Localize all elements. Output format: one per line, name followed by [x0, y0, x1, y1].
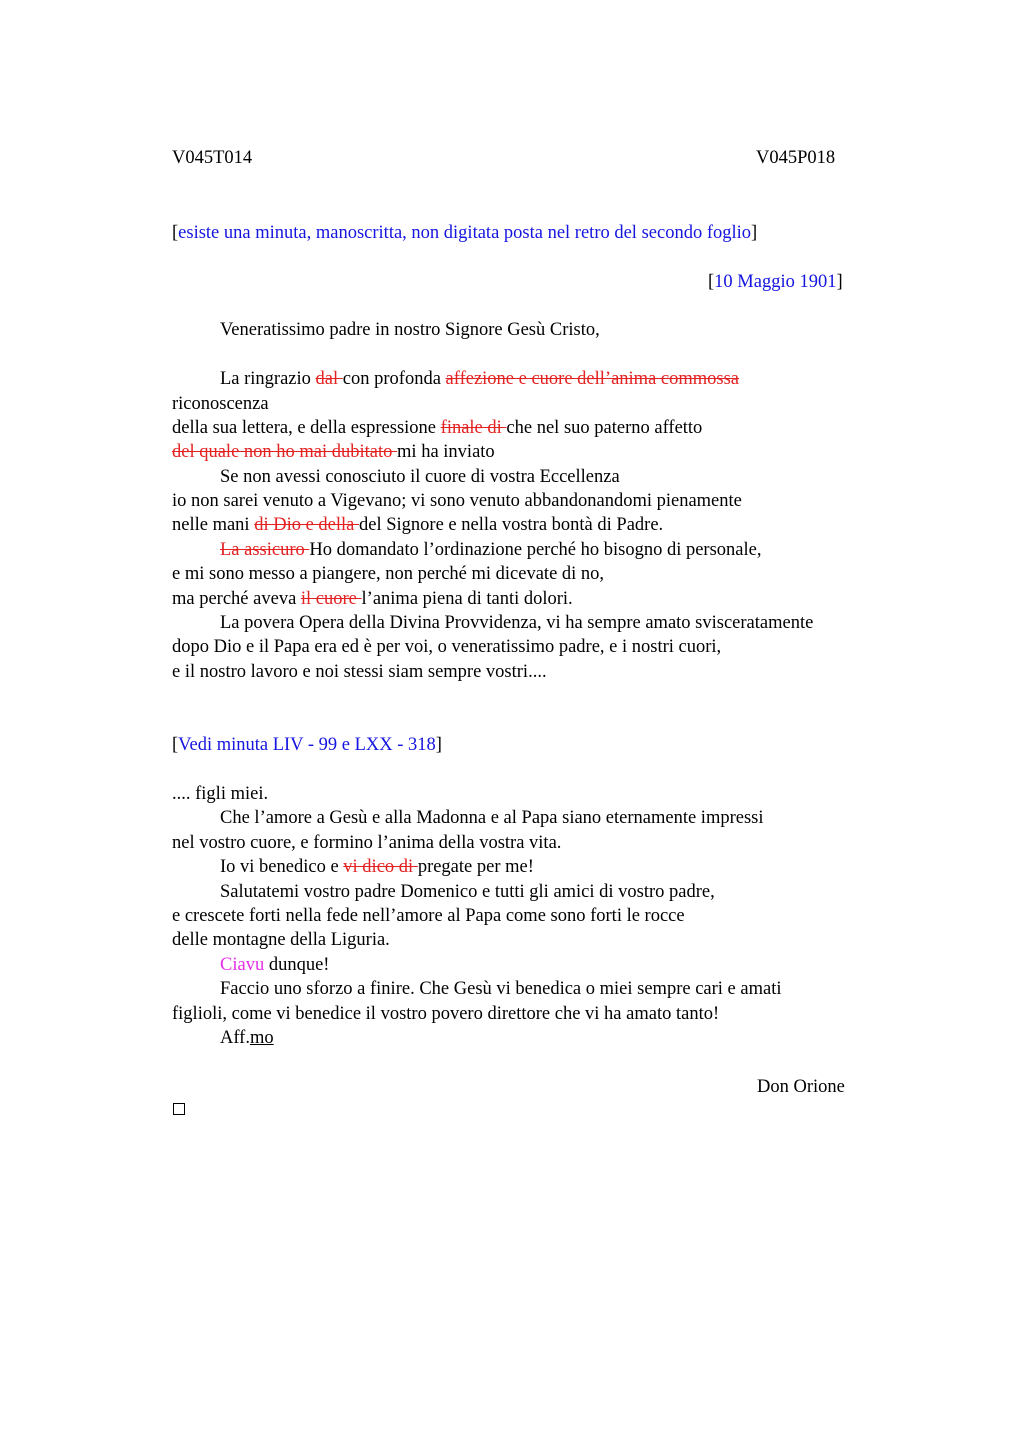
text-line: figlioli, come vi benedice il vostro povero direttore che vi ha amato tanto!	[172, 1004, 720, 1024]
text-line: Faccio uno sforzo a finire. Che Gesù vi benedica o miei sempre cari e amati	[220, 979, 782, 999]
deleted-text: il cuore	[300, 589, 362, 609]
bracket-close: ]	[836, 272, 843, 292]
bracket-close: ]	[435, 735, 442, 755]
text-span: della sua lettera, e della espressione	[172, 418, 441, 438]
salutation: Veneratissimo padre in nostro Signore Gesù Cristo,	[220, 320, 600, 340]
signature: Don Orione	[757, 1077, 845, 1097]
deleted-text: La assicuro	[220, 540, 310, 560]
end-box-icon	[173, 1103, 185, 1115]
bracket-open: [	[172, 735, 179, 755]
text-line: Salutatemi vostro padre Domenico e tutti gli amici di vostro padre,	[220, 882, 715, 902]
header-left-code: V045T014	[172, 148, 253, 168]
dialect-word: Ciavu	[220, 955, 265, 975]
text-line: Che l’amore a Gesù e alla Madonna e al Papa siano eternamente impressi	[220, 808, 764, 828]
letter-date	[708, 270, 843, 294]
text-span: Ho domandato l’ordinazione perché ho bisogno di personale,	[309, 540, 762, 560]
deleted-text: dal	[315, 369, 343, 389]
text-span: che nel suo paterno affetto	[506, 418, 703, 438]
underlined-text: mo	[249, 1028, 274, 1048]
bracket-open: [	[708, 272, 715, 292]
text-span: del Signore e nella vostra bontà di Padre.	[359, 515, 664, 535]
text-span: mi ha inviato	[397, 442, 495, 462]
text-line: riconoscenza	[172, 394, 269, 414]
closing-abbreviation	[220, 1026, 274, 1050]
text-line: Se non avessi conosciuto il cuore di vostra Eccellenza	[220, 467, 620, 487]
deleted-text: affezione e cuore dell’anima commossa	[445, 369, 740, 389]
header-right-code: V045P018	[756, 148, 836, 168]
text-span: ma perché aveva	[172, 589, 301, 609]
text-line: La povera Opera della Divina Provvidenza, vi ha sempre amato svisceratamente	[220, 613, 814, 633]
text-line	[220, 953, 329, 977]
date-text: 10 Maggio 1901	[714, 272, 837, 292]
text-line	[220, 538, 761, 562]
text-line: e il nostro lavoro e noi stessi siam sempre vostri....	[172, 662, 547, 682]
deleted-text: finale di	[440, 418, 507, 438]
text-span: nelle mani	[172, 515, 255, 535]
text-line: e crescete forti nella fede nell’amore al Papa come sono forti le rocce	[172, 906, 685, 926]
document-page	[172, 0, 892, 1450]
note-text: Vedi minuta LIV - 99 e LXX - 318	[178, 735, 436, 755]
text-line	[172, 416, 702, 440]
text-line	[172, 440, 495, 464]
text-span: Aff.	[220, 1028, 250, 1048]
text-line: e mi sono messo a piangere, non perché mi dicevate di no,	[172, 564, 605, 584]
note-text: esiste una minuta, manoscritta, non digitata posta nel retro del secondo foglio	[178, 223, 752, 243]
text-line: .... figli miei.	[172, 784, 269, 804]
text-span: dunque!	[264, 955, 330, 975]
text-line	[172, 513, 663, 537]
text-span: l’anima piena di tanti dolori.	[361, 589, 573, 609]
deleted-text: di Dio e della	[254, 515, 360, 535]
editorial-note-manuscript	[172, 221, 757, 245]
text-line: delle montagne della Liguria.	[172, 930, 390, 950]
text-line: io non sarei venuto a Vigevano; vi sono venuto abbandonandomi pienamente	[172, 491, 742, 511]
deleted-text: vi dico di	[343, 857, 418, 877]
text-span: La ringrazio	[220, 369, 316, 389]
text-line	[220, 367, 739, 391]
bracket-close: ]	[751, 223, 758, 243]
text-span: con profonda	[342, 369, 446, 389]
text-span: Io vi benedico e	[220, 857, 344, 877]
text-span: pregate per me!	[417, 857, 534, 877]
editorial-note-minuta	[172, 733, 442, 757]
deleted-text: del quale non ho mai dubitato	[172, 442, 398, 462]
bracket-open: [	[172, 223, 179, 243]
text-line	[220, 855, 534, 879]
text-line: nel vostro cuore, e formino l’anima della vostra vita.	[172, 833, 562, 853]
text-line	[172, 587, 573, 611]
text-line: dopo Dio e il Papa era ed è per voi, o veneratissimo padre, e i nostri cuori,	[172, 637, 722, 657]
